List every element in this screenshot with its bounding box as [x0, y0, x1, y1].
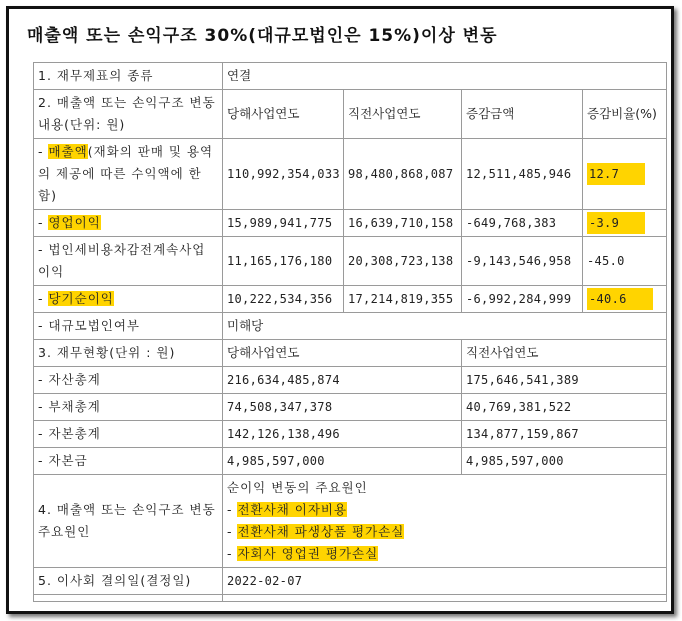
revenue-current: 110,992,354,033 [223, 139, 344, 210]
statement-type-value: 연결 [223, 63, 667, 90]
disclosure-frame [6, 6, 674, 614]
net-income-ratio: -40.6 [587, 288, 653, 310]
table-row [34, 210, 667, 237]
reasons-heading: 순이익 변동의 주요원인 [227, 480, 368, 495]
table-row [34, 568, 667, 595]
reason-item: - 전환사채 이자비용 [227, 502, 348, 517]
net-income-label [34, 286, 223, 313]
financial-section-label: 3. 재무현황(단위 : 원) [34, 340, 223, 367]
liabilities-current: 74,508,347,378 [223, 394, 462, 421]
equity-label: - 자본총계 [34, 421, 223, 448]
pretax-previous: 20,308,723,138 [344, 237, 462, 286]
col-header-previous: 직전사업연도 [344, 90, 462, 139]
operating-ratio: -3.9 [587, 212, 645, 234]
statement-type-label: 1. 재무제표의 종류 [34, 63, 223, 90]
table-row [34, 63, 667, 90]
empty-cell [223, 595, 667, 602]
revenue-ratio: 12.7 [587, 163, 645, 185]
col-header-current: 당해사업연도 [223, 90, 344, 139]
disclosure-table [33, 62, 667, 602]
table-row [34, 475, 667, 568]
revenue-previous: 98,480,868,087 [344, 139, 462, 210]
reason-item-text: 전환사채 파생상품 평가손실 [237, 524, 405, 539]
assets-label: - 자산총계 [34, 367, 223, 394]
fin-col-header-current: 당해사업연도 [223, 340, 462, 367]
net-income-prefix: - [38, 291, 49, 306]
capital-label: - 자본금 [34, 448, 223, 475]
reasons-label: 4. 매출액 또는 손익구조 변동 주요원인 [34, 475, 223, 568]
table-row [34, 394, 667, 421]
large-corp-value: 미해당 [223, 313, 667, 340]
operating-ratio-cell [583, 210, 667, 237]
net-income-ratio-cell [583, 286, 667, 313]
col-header-delta: 증감금액 [462, 90, 583, 139]
revenue-label [34, 139, 223, 210]
table-row [34, 340, 667, 367]
net-income-delta: -6,992,284,999 [462, 286, 583, 313]
reason-item: - 자회사 영업권 평가손실 [227, 546, 379, 561]
page-title: 매출액 또는 손익구조 30%(대규모법인은 15%)이상 변동 [27, 26, 498, 46]
board-date-label: 5. 이사회 결의일(결정일) [34, 568, 223, 595]
reason-item-text: 자회사 영업권 평가손실 [237, 546, 379, 561]
table-row [34, 421, 667, 448]
revenue-prefix: - [38, 144, 49, 159]
operating-highlight: 영업이익 [48, 215, 101, 230]
reason-item-text: 전환사채 이자비용 [237, 502, 348, 517]
pretax-current: 11,165,176,180 [223, 237, 344, 286]
capital-previous: 4,985,597,000 [462, 448, 667, 475]
capital-current: 4,985,597,000 [223, 448, 462, 475]
empty-cell [34, 595, 223, 602]
fin-col-header-previous: 직전사업연도 [462, 340, 667, 367]
change-section-label: 2. 매출액 또는 손익구조 변동내용(단위: 원) [34, 90, 223, 139]
operating-label [34, 210, 223, 237]
net-income-highlight: 당기순이익 [48, 291, 114, 306]
equity-current: 142,126,138,496 [223, 421, 462, 448]
operating-prefix: - [38, 215, 49, 230]
net-income-current: 10,222,534,356 [223, 286, 344, 313]
assets-previous: 175,646,541,389 [462, 367, 667, 394]
board-date-value: 2022-02-07 [223, 568, 667, 595]
table-row [34, 90, 667, 139]
assets-current: 216,634,485,874 [223, 367, 462, 394]
liabilities-previous: 40,769,381,522 [462, 394, 667, 421]
pretax-ratio: -45.0 [583, 237, 667, 286]
table-row [34, 286, 667, 313]
table-row [34, 595, 667, 602]
table-row [34, 139, 667, 210]
operating-delta: -649,768,383 [462, 210, 583, 237]
revenue-delta: 12,511,485,946 [462, 139, 583, 210]
table-row [34, 448, 667, 475]
liabilities-label: - 부채총계 [34, 394, 223, 421]
table-row [34, 313, 667, 340]
pretax-label: - 법인세비용차감전계속사업이익 [34, 237, 223, 286]
large-corp-label: - 대규모법인여부 [34, 313, 223, 340]
table-row [34, 237, 667, 286]
reason-item: - 전환사채 파생상품 평가손실 [227, 524, 405, 539]
revenue-ratio-cell [583, 139, 667, 210]
operating-current: 15,989,941,775 [223, 210, 344, 237]
col-header-ratio: 증감비율(%) [583, 90, 667, 139]
table-row [34, 367, 667, 394]
net-income-previous: 17,214,819,355 [344, 286, 462, 313]
equity-previous: 134,877,159,867 [462, 421, 667, 448]
operating-previous: 16,639,710,158 [344, 210, 462, 237]
reasons-cell [223, 475, 667, 568]
revenue-highlight: 매출액 [48, 144, 88, 159]
pretax-delta: -9,143,546,958 [462, 237, 583, 286]
revenue-suffix: (재화의 판매 및 용역의 제공에 따른 수익액에 한함) [38, 144, 214, 203]
